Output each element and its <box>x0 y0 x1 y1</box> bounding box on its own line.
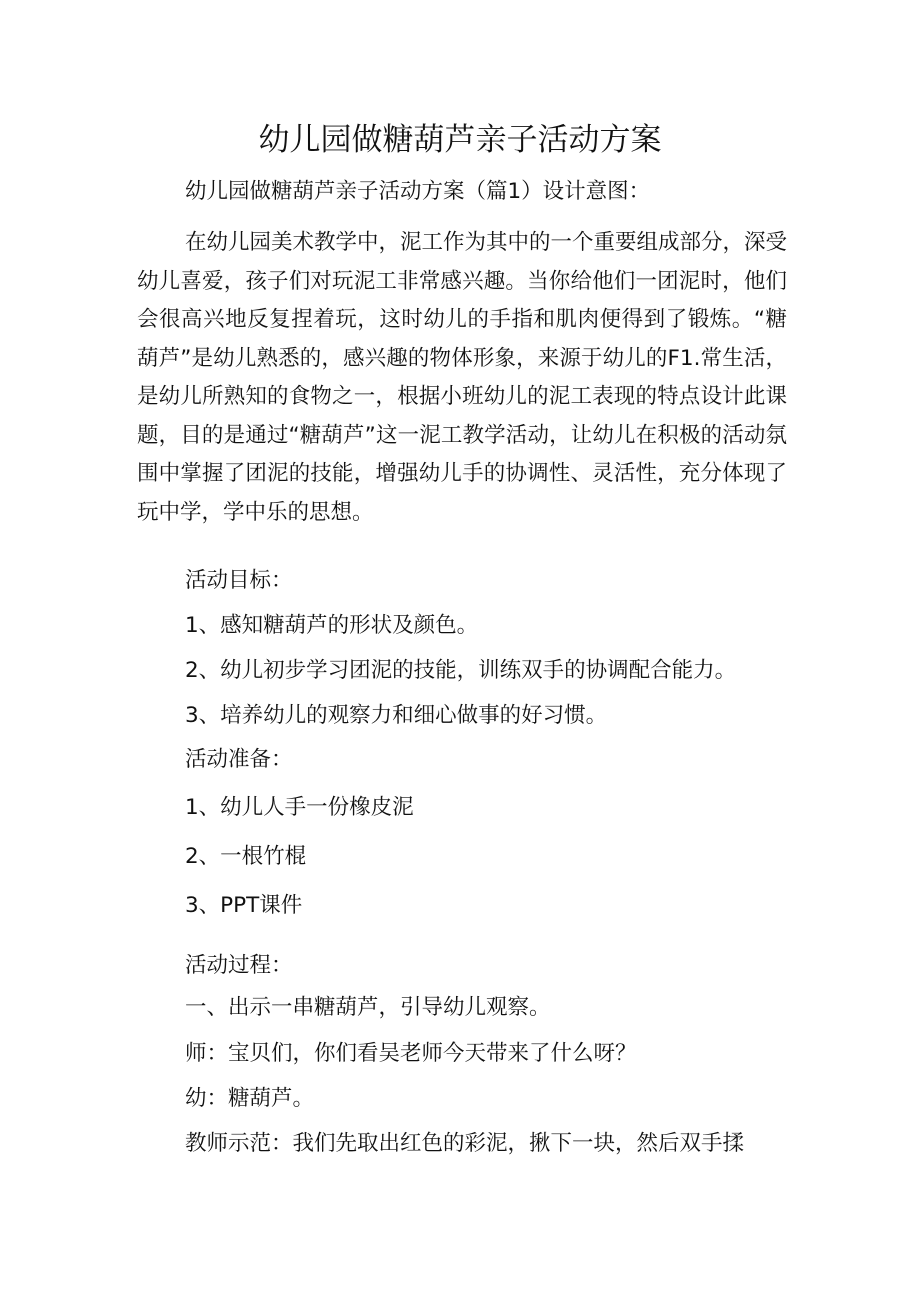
intro-paragraph: 在幼儿园美术教学中，泥工作为其中的一个重要组成部分，深受幼儿喜爱，孩子们对玩泥工非常感兴趣。当你给他们一团泥时，他们会很高兴地反复捏着玩，这时幼儿的手指和肌肉便得到了锻炼。“糖葫芦”是幼儿熟悉的，感兴趣的物体形象，来源于幼儿的F1.常生活，是幼儿所熟知的食物之一，根据小班幼儿的泥工表现的特点设计此课题，目的是通过“糖葫芦”这一泥工教学活动，让幼儿在积极的活动氛围中掌握了团泥的技能，增强幼儿手的协调性、灵活性，充分体现了玩中学，学中乐的思想。 <box>137 230 788 525</box>
prep-item: 3、PPT课件 <box>185 893 303 918</box>
document-title: 幼儿园做糖葫芦亲子活动方案 <box>258 122 662 158</box>
prep-heading: 活动准备： <box>185 747 293 772</box>
process-step: 幼：糖葫芦。 <box>185 1086 315 1111</box>
goal-item: 3、培养幼儿的观察力和细心做事的好习惯。 <box>185 703 608 728</box>
prep-item: 1、幼儿人手一份橡皮泥 <box>185 795 414 820</box>
goal-item: 2、幼儿初步学习团泥的技能，训练双手的协调配合能力。 <box>185 658 737 683</box>
process-heading: 活动过程： <box>185 953 293 978</box>
process-step: 师：宝贝们，你们看吴老师今天带来了什么呀？ <box>185 1041 637 1066</box>
process-step: 教师示范：我们先取出红色的彩泥，揪下一块，然后双手揉 <box>185 1131 745 1156</box>
section-subtitle: 幼儿园做糖葫芦亲子活动方案（篇1）设计意图： <box>185 179 651 204</box>
process-step: 一、出示一串糖葫芦，引导幼儿观察。 <box>185 995 551 1020</box>
goals-heading: 活动目标： <box>185 568 293 593</box>
prep-item: 2、一根竹棍 <box>185 844 307 869</box>
goal-item: 1、感知糖葫芦的形状及颜色。 <box>185 613 479 638</box>
